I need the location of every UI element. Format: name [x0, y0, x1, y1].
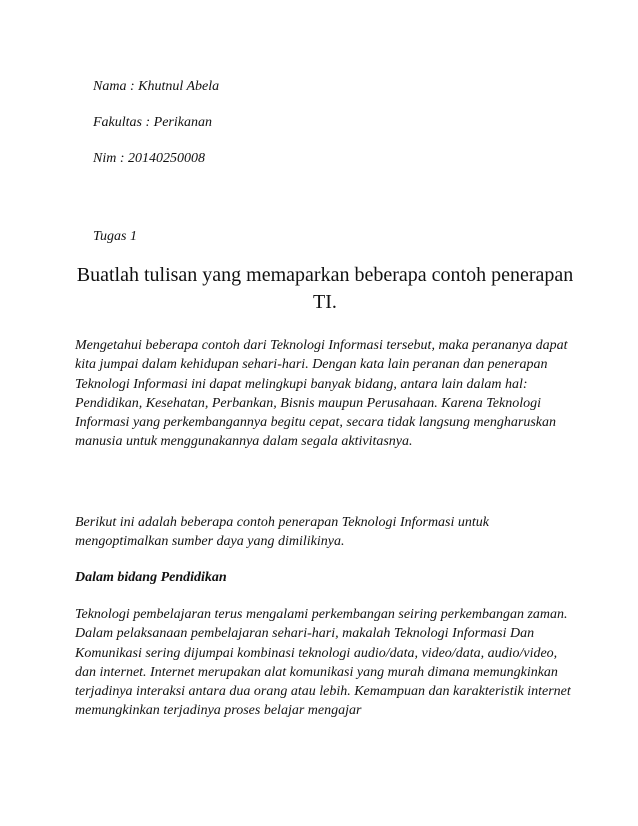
education-text: Teknologi pembelajaran terus mengalami perkembangan seiring perkembangan zaman. Dalam pelaksanaan pembelajaran sehari-hari, makalah Teknologi Informasi Dan Komunikasi sering dijumpai kombinasi teknologi audio/data, video/data, audio/video, dan internet. Internet merupakan alat komunikasi yang murah dimana memungkinkan terjadinya interaksi antara dua orang atau lebih. Kemampuan dan karakteristik internet memungkinkan terjadinya proses belajar mengajar	[75, 607, 571, 719]
student-nim: Nim : 20140250008	[93, 151, 205, 166]
education-paragraph	[75, 605, 575, 721]
student-name: Nama : Khutnul Abela	[93, 79, 220, 94]
document-title: Buatlah tulisan yang memaparkan beberapa contoh penerapan TI.	[76, 264, 574, 313]
student-faculty: Fakultas : Perikanan	[93, 115, 212, 130]
examples-paragraph	[75, 513, 575, 552]
examples-text: Berikut ini adalah beberapa contoh penerapan Teknologi Informasi untuk mengoptimalkan sumber daya yang dimilikinya.	[75, 515, 489, 550]
section-heading-education: Dalam bidang Pendidikan	[75, 570, 227, 585]
intro-paragraph	[75, 336, 575, 452]
intro-text: Mengetahui beberapa contoh dari Teknologi Informasi tersebut, maka perananya dapat kita jumpai dalam kehidupan sehari-hari. Dengan kata lain peranan dan penerapan Teknologi Informasi ini dapat melingkupi banyak bidang, antara lain dalam hal: Pendidikan, Kesehatan, Perbankan, Bisnis maupun Perusahaan. Karena Teknologi Informasi yang perkembangannya begitu cepat, secara tidak langsung mengharuskan manusia untuk menggunakannya dalam segala aktivitasnya.	[75, 338, 568, 450]
assignment-label: Tugas 1	[93, 229, 137, 244]
